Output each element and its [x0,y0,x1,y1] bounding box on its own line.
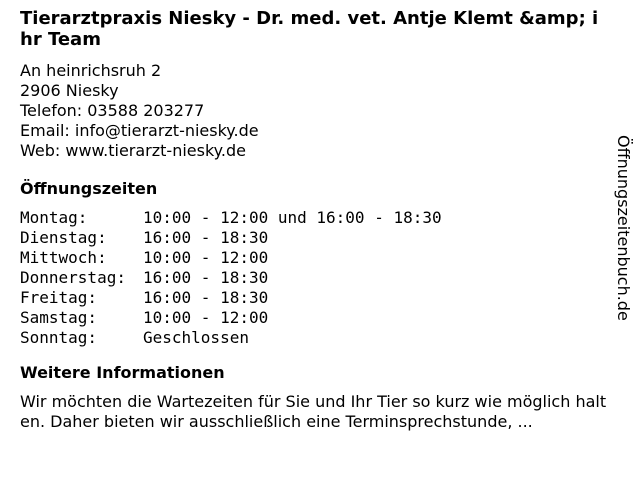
hours-value: 10:00 - 12:00 und 16:00 - 18:30 [143,208,442,227]
hours-value: 16:00 - 18:30 [143,268,269,287]
practice-card [20,8,610,432]
more-info-text: Wir möchten die Wartezeiten für Sie und Ihr Tier so kurz wie möglich halten. Daher bieten wir ausschließlich eine Terminsprechstunde, ... [20,392,607,431]
day-label: Donnerstag: [20,268,126,287]
hours-value: Geschlossen [143,328,249,347]
day-label: Sonntag: [20,328,98,347]
hours-value: 16:00 - 18:30 [143,228,269,247]
city: 2906 Niesky [20,81,119,100]
street-address: An heinrichsruh 2 [20,61,162,80]
contact-details [20,61,610,161]
hours-value: 10:00 - 12:00 [143,308,269,327]
day-label: Dienstag: [20,228,107,247]
day-label: Freitag: [20,288,98,307]
opening-hours-table [20,208,610,348]
more-info-heading: Weitere Informationen [20,363,225,382]
hours-value: 16:00 - 18:30 [143,288,269,307]
site-watermark: Öffnungszeitenbuch.de [614,135,633,321]
opening-hours-heading: Öffnungszeiten [20,179,158,198]
hours-row-tuesday [20,228,610,248]
page-title: Tierarztpraxis Niesky - Dr. med. vet. Antje Klemt &amp; ihr Team [20,8,599,50]
hours-value: 10:00 - 12:00 [143,248,269,267]
website-link[interactable]: Web: www.tierarzt-niesky.de [20,141,246,160]
day-label: Montag: [20,208,88,227]
hours-row-monday [20,208,610,228]
phone-number[interactable]: Telefon: 03588 203277 [20,101,205,120]
hours-row-wednesday [20,248,610,268]
email-address[interactable]: Email: info@tierarzt-niesky.de [20,121,259,140]
hours-row-friday [20,288,610,308]
day-label: Mittwoch: [20,248,107,267]
hours-row-saturday [20,308,610,328]
day-label: Samstag: [20,308,98,327]
hours-row-sunday [20,328,610,348]
hours-row-thursday [20,268,610,288]
